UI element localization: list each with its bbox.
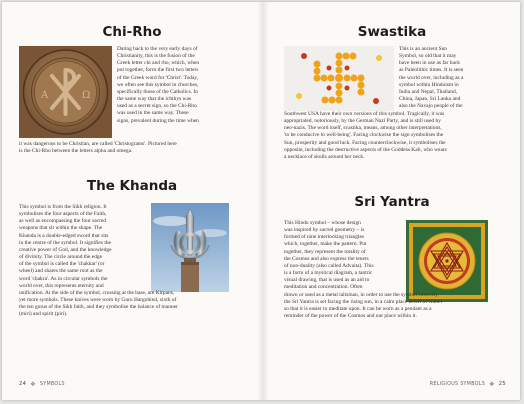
- text-line: signs, prevalent during the time when: [117, 117, 199, 124]
- page-number: 24: [19, 381, 27, 387]
- text-line: appropriated, notoriously, by the German Nazi Party, and is still used by: [284, 118, 441, 125]
- text-line: This is an ancient Sun: [399, 46, 448, 52]
- chi-rho-heading: Chi-Rho: [102, 24, 162, 40]
- text-line: of the Greek word for 'Christ'. Today,: [117, 74, 199, 81]
- text-line: the ten gurus of the Sikh faith, and they symbolise the balance of manner: [19, 304, 178, 311]
- khanda-text: [19, 204, 147, 290]
- text-line: as Paleolithic times. It is seen: [399, 67, 464, 74]
- khanda-heading: The Khanda: [86, 178, 178, 194]
- sri-yantra-text-full: [284, 292, 511, 321]
- sri-yantra-image: [406, 220, 488, 302]
- text-line: of non-duality (also called Advaita). This: [284, 262, 374, 269]
- left-page-footer: [19, 380, 65, 388]
- text-line: Greek letter chi and rho, which, when: [117, 60, 200, 67]
- khanda-text-full: [19, 290, 255, 319]
- text-line: in the centre of the symbol. It signifies the: [19, 239, 111, 246]
- ornament-icon: ❖: [30, 380, 36, 388]
- page-number: 25: [498, 381, 506, 387]
- text-line: is the Chi-Rho between the letters alpha and omega.: [19, 148, 133, 155]
- text-line: word 'chakra'. As in circular symbols the: [19, 275, 108, 282]
- text-line: also the Navajo people of the: [399, 103, 463, 110]
- text-line: of the symbol is called the 'chakkar' (or: [19, 261, 105, 268]
- text-line: 'to be conducive to well-being'. Facing clockwise the sign symbolises the: [284, 132, 444, 139]
- text-line: neo-nazis. The word itself, svastika, means, among other interpretations,: [284, 125, 442, 132]
- text-line: China, Japan, Sri Lanka and: [399, 96, 461, 103]
- swastika-heading: Swastika: [357, 24, 427, 40]
- text-line: of divinity. The circle around the edge: [19, 254, 103, 261]
- text-line: formed of nine interlocking triangles: [284, 234, 365, 241]
- text-line: unification. At the side of the symbol, crossing at the base, are Kirpans,: [19, 290, 175, 296]
- book-spread: [2, 2, 520, 400]
- text-line: drawn or used as a metal talisman, in order to use the symbol correctly,: [284, 292, 439, 298]
- chi-rho-image: [19, 46, 112, 138]
- text-line: weapons that sit within the shape. The: [19, 225, 103, 232]
- text-line: wheel) and shares the same root as the: [19, 268, 103, 275]
- text-line: Christianity, this is the fusion of the: [117, 53, 195, 60]
- text-line: This Hindu symbol – whose design: [284, 220, 361, 226]
- swastika-text: [399, 46, 511, 110]
- text-line: so that it is easier to meditate upon. It can be worn as a pendant as a: [284, 306, 432, 313]
- svg-text:A: A: [41, 90, 49, 101]
- swastika-image: [284, 46, 394, 111]
- text-line: the Cosmos and also express the tenets: [284, 255, 369, 262]
- chi-rho-text-full: [19, 141, 255, 155]
- text-line: specifically those of the Catholics. In: [117, 88, 198, 95]
- text-line: India and Nepal, Thailand,: [399, 88, 458, 95]
- right-page-footer: [430, 380, 506, 388]
- text-line: used as a secret sign, so the Chi-Rho: [117, 103, 197, 110]
- sri-yantra-text: [284, 220, 402, 292]
- chi-rho-text: [117, 46, 255, 125]
- text-line: was used in the same way. These: [117, 110, 189, 117]
- text-line: world over, this represents eternity and: [19, 282, 104, 289]
- sri-yantra-heading: Sri Yantra: [354, 194, 430, 210]
- book-gutter: [257, 2, 269, 400]
- text-line: the world over, including as a: [399, 74, 464, 81]
- text-line: opposite, including the destructive aspects of the Goddess Kali, who wears: [284, 146, 447, 153]
- ornament-icon: ❖: [489, 380, 495, 388]
- text-line: Dating back to the very early days of: [117, 46, 198, 52]
- text-line: visual drawing, that is used as an aid to: [284, 277, 370, 284]
- text-line: reminder of the power of the Cosmos and our place within it.: [284, 313, 417, 320]
- text-line: is a form of a mystical diagram, a tantric: [284, 270, 373, 277]
- text-line: have been in use as far back: [399, 60, 460, 67]
- text-line: which, together, make the pattern. Put: [284, 241, 367, 248]
- khanda-image: [151, 203, 229, 292]
- text-line: the Sri Yantra is set facing the rising sun, in a calm place bereft of clutter: [284, 299, 443, 306]
- text-line: Southwest USA have their own versions of this symbol. Tragically, it was: [284, 111, 445, 117]
- running-header: SYMBOLS: [39, 381, 65, 387]
- text-line: it was dangerous to be Christian, are called 'Christograms'. Pictured here: [19, 141, 177, 147]
- running-header: RELIGIOUS SYMBOLS: [429, 381, 486, 387]
- svg-text:Ω: Ω: [82, 90, 91, 101]
- text-line: This symbol is from the Sikh religion. It: [19, 204, 107, 210]
- text-line: yet more symbols. These knives were worn by Guru Hargobind, sixth of: [19, 297, 177, 304]
- text-line: symbol within Hinduism in: [399, 81, 459, 88]
- text-line: was inspired by sacred geometry – is: [284, 227, 365, 234]
- text-line: put together, form the first two letters: [117, 67, 199, 74]
- text-line: the same way that the ichthys was: [117, 96, 191, 103]
- text-line: as well as encompassing the four sacred: [19, 218, 106, 225]
- text-line: (miri) and spirit (piri).: [19, 311, 68, 318]
- swastika-text-full: [284, 111, 511, 161]
- text-line: together, they represent the totality of: [284, 248, 366, 255]
- text-line: Sun, prosperity and good luck. Facing counterclockwise, it symbolises the: [284, 139, 446, 146]
- text-line: creative power of God, and the knowledge: [19, 246, 112, 253]
- text-line: Symbol, so old that it may: [399, 53, 457, 60]
- text-line: symbolises the four aspects of the Faith,: [19, 211, 107, 218]
- text-line: we often see this symbol in churches,: [117, 81, 199, 88]
- text-line: meditation and concentration. Often: [284, 284, 363, 291]
- text-line: a necklace of skulls around her neck.: [284, 153, 365, 160]
- text-line: Khanda is a double-edged sword that sits: [19, 232, 109, 239]
